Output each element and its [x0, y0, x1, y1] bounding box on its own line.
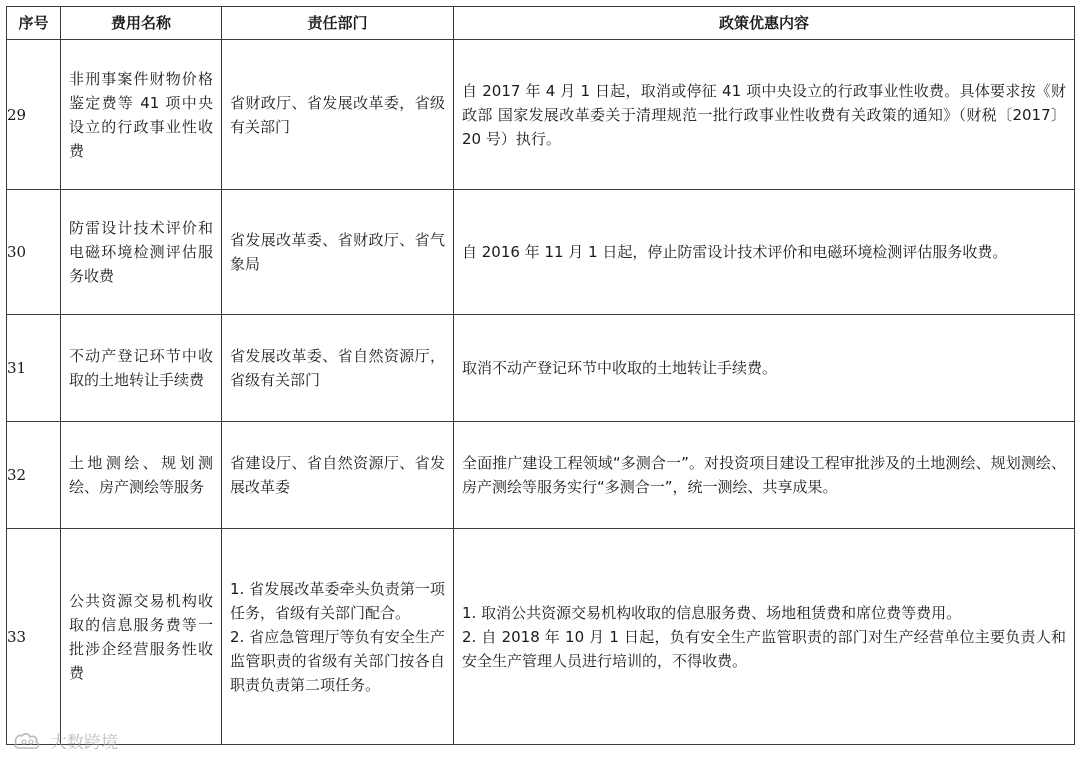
department-item: 2. 省应急管理厅等负有安全生产监管职责的省级有关部门按各自职责负责第二项任务。 — [230, 627, 445, 694]
row-fee-name: 公共资源交易机构收取的信息服务费等一批涉企经营服务性收费 — [61, 529, 222, 745]
watermark-text: 大数跨境 — [50, 733, 118, 753]
row-num: 32 — [7, 422, 61, 529]
row-num: 31 — [7, 315, 61, 422]
row-num: 30 — [7, 190, 61, 315]
row-department — [222, 529, 454, 745]
row-policy-content: 取消不动产登记环节中收取的土地转让手续费。 — [454, 315, 1075, 422]
row-policy-content: 自 2016 年 11 月 1 日起，停止防雷设计技术评价和电磁环境检测评估服务收费。 — [454, 190, 1075, 315]
row-department: 省发展改革委、省财政厅、省气象局 — [222, 190, 454, 315]
row-fee-name: 防雷设计技术评价和电磁环境检测评估服务收费 — [61, 190, 222, 315]
row-department: 省发展改革委、省自然资源厅，省级有关部门 — [222, 315, 454, 422]
header-content: 政策优惠内容 — [454, 7, 1075, 40]
header-dept: 责任部门 — [222, 7, 454, 40]
table-row — [7, 315, 1075, 422]
header-num: 序号 — [7, 7, 61, 40]
table-row — [7, 190, 1075, 315]
table-row — [7, 529, 1075, 745]
row-fee-name: 土地测绘、规划测绘、房产测绘等服务 — [61, 422, 222, 529]
table-row — [7, 422, 1075, 529]
watermark — [12, 728, 118, 753]
row-policy-content — [454, 529, 1075, 745]
row-policy-content: 全面推广建设工程领域“多测合一”。对投资项目建设工程审批涉及的土地测绘、规划测绘、房产测绘等服务实行“多测合一”，统一测绘、共享成果。 — [454, 422, 1075, 529]
row-num: 29 — [7, 40, 61, 190]
row-department: 省建设厅、省自然资源厅、省发展改革委 — [222, 422, 454, 529]
department-item: 1. 省发展改革委牵头负责第一项任务，省级有关部门配合。 — [230, 579, 445, 622]
row-policy-content: 自 2017 年 4 月 1 日起，取消或停征 41 项中央设立的行政事业性收费。具体要求按《财政部 国家发展改革委关于清理规范一批行政事业性收费有关政策的通知》（财税〔2017〕20 号）执行。 — [454, 40, 1075, 190]
policy-item: 2. 自 2018 年 10 月 1 日起，负有安全生产监管职责的部门对生产经营单位主要负责人和安全生产管理人员进行培训的，不得收费。 — [462, 627, 1066, 670]
row-department: 省财政厅、省发展改革委，省级有关部门 — [222, 40, 454, 190]
policy-table-container — [6, 6, 1074, 745]
policy-item: 1. 取消公共资源交易机构收取的信息服务费、场地租赁费和席位费等费用。 — [462, 603, 962, 622]
row-fee-name: 不动产登记环节中收取的土地转让手续费 — [61, 315, 222, 422]
policy-table — [6, 6, 1075, 745]
logo-icon — [12, 730, 46, 752]
row-fee-name: 非刑事案件财物价格鉴定费等 41 项中央设立的行政事业性收费 — [61, 40, 222, 190]
header-name: 费用名称 — [61, 7, 222, 40]
table-row — [7, 40, 1075, 190]
row-num: 33 — [7, 529, 61, 745]
table-header-row — [7, 7, 1075, 40]
